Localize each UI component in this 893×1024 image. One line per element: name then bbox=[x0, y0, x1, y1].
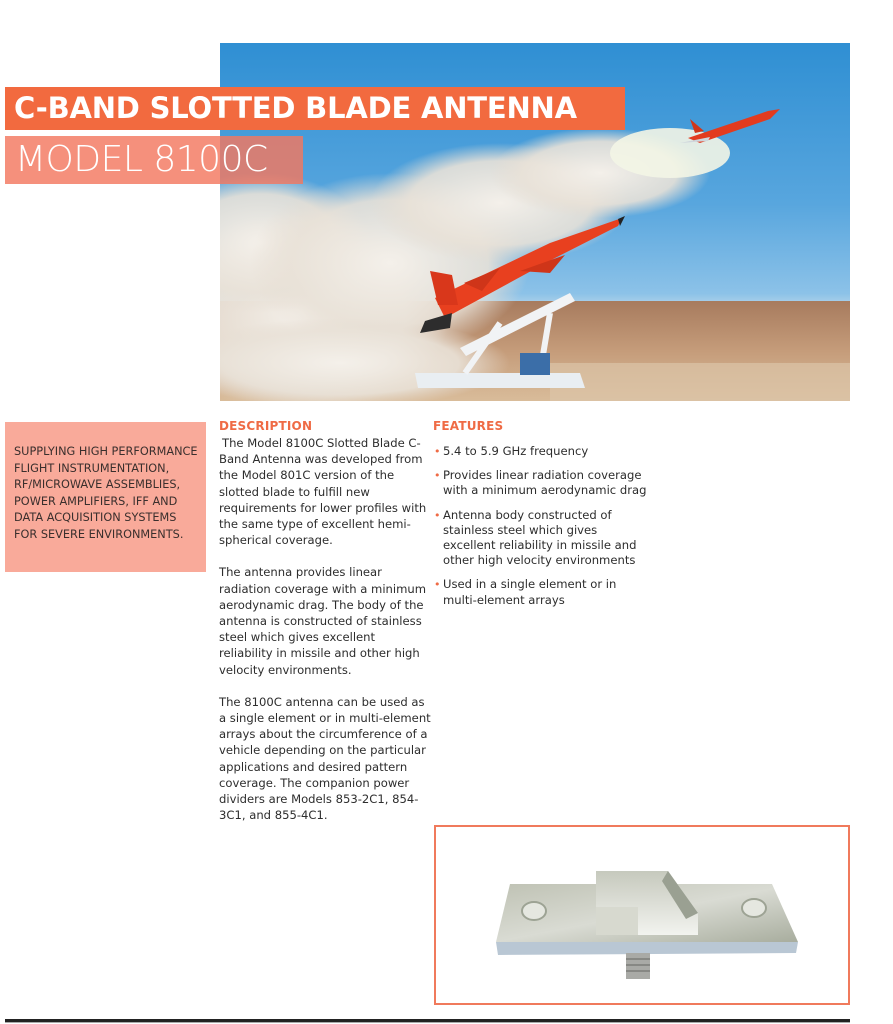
rf-connector bbox=[626, 953, 650, 979]
model-banner bbox=[5, 136, 303, 184]
mounting-hole-icon bbox=[742, 899, 766, 917]
model-number: MODEL 8100C bbox=[15, 139, 268, 180]
bullet-dot-icon: • bbox=[434, 445, 441, 458]
antenna-product-illustration bbox=[436, 827, 848, 1003]
features-list bbox=[433, 444, 648, 608]
bullet-dot-icon: • bbox=[434, 578, 441, 592]
description-heading: DESCRIPTION bbox=[219, 419, 313, 433]
product-photo-frame bbox=[434, 825, 850, 1005]
features-heading: FEATURES bbox=[433, 419, 504, 433]
feature-item bbox=[433, 577, 648, 607]
description-paragraph: The antenna provides linear radiation coverage with a minimum aerodynamic drag. The body of the antenna is constructed of stainless steel which gives excellent reliability in missile and other high velocity environments. bbox=[219, 565, 427, 677]
bullet-dot-icon: • bbox=[434, 469, 441, 483]
feature-item bbox=[433, 444, 648, 459]
description-section bbox=[219, 418, 431, 839]
footer-divider bbox=[5, 1019, 850, 1023]
feature-text: Antenna body constructed of stainless steel which gives excellent reliability in missile and other high velocity environments bbox=[443, 507, 637, 568]
feature-text: Provides linear radiation coverage with a minimum aerodynamic drag bbox=[443, 468, 647, 498]
mounting-hole-icon bbox=[522, 902, 546, 920]
tagline-text: SUPPLYING HIGH PERFORMANCE FLIGHT INSTRUMENTATION, RF/MICROWAVE ASSEMBLIES, POWER AMPLIFIERS, IFF AND DATA ACQUISITION SYSTEMS FOR SEVERE ENVIRONMENTS. bbox=[14, 445, 198, 541]
description-paragraph: The Model 8100C Slotted Blade C-Band Antenna was developed from the Model 801C version of the slotted blade to fulfill new requirements for lower profiles with the same type of excellent hemi-spherical coverage. bbox=[219, 436, 427, 548]
feature-item bbox=[433, 468, 648, 498]
feature-text: 5.4 to 5.9 GHz frequency bbox=[443, 444, 589, 458]
product-title-banner bbox=[5, 87, 625, 130]
description-paragraph: The 8100C antenna can be used as a single element or in multi-element arrays about the circumference of a vehicle depending on the particular applications and desired pattern coverage. The companion power dividers are Models 853-2C1, 854-3C1, and 855-4C1. bbox=[219, 694, 431, 823]
product-title: C-BAND SLOTTED BLADE ANTENNA bbox=[14, 91, 577, 125]
features-section bbox=[433, 418, 648, 617]
flying-drone bbox=[680, 109, 780, 143]
feature-item bbox=[433, 508, 648, 569]
bullet-dot-icon: • bbox=[434, 508, 441, 522]
tagline-box bbox=[5, 422, 206, 572]
feature-text: Used in a single element or in multi-element arrays bbox=[443, 577, 617, 607]
